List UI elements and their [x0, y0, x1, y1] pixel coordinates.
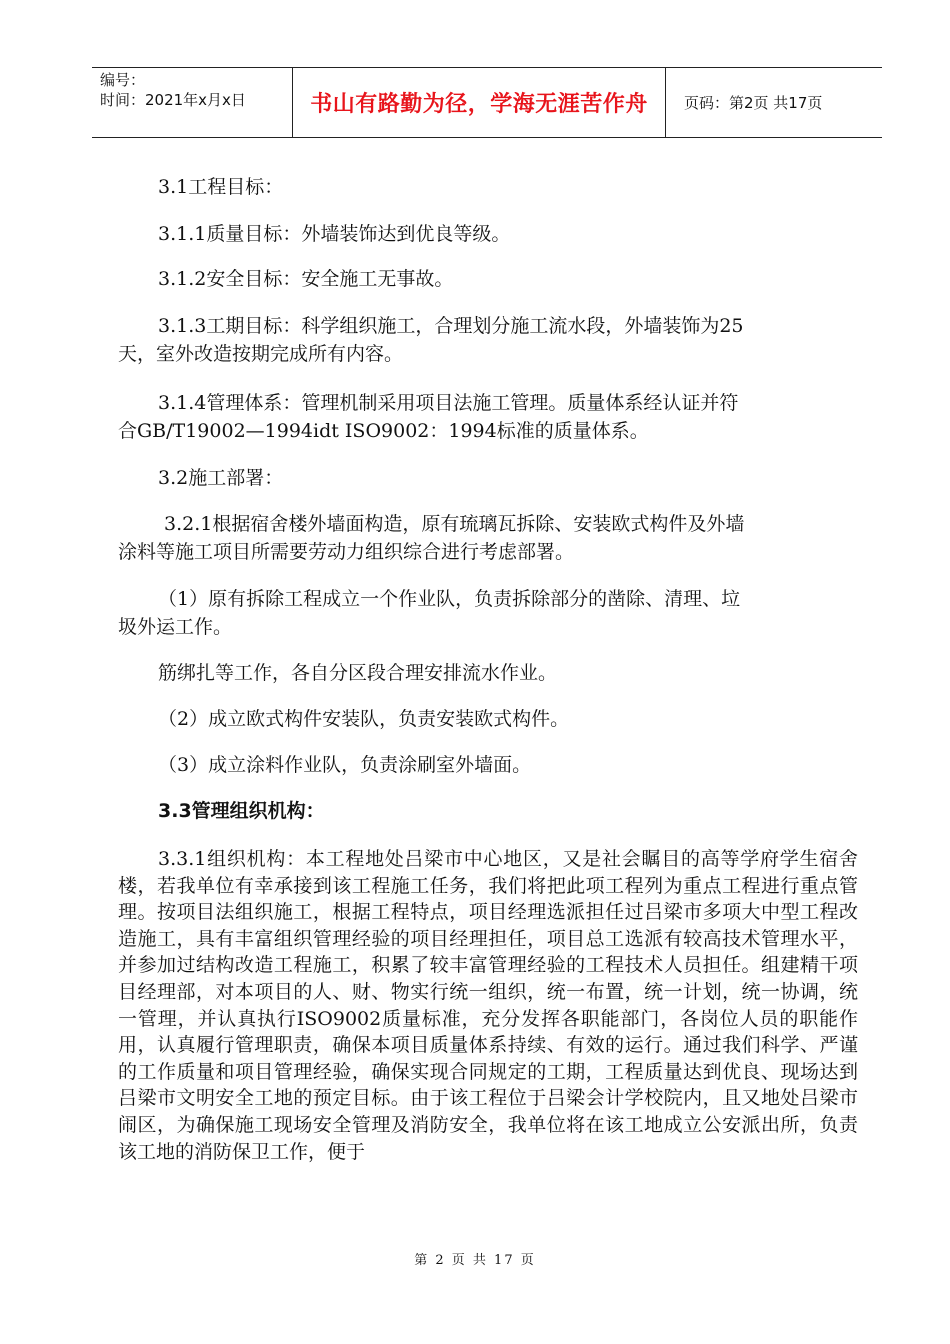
header-page-info	[674, 68, 874, 137]
header-left-cell	[92, 68, 293, 137]
page-info-text: 页码：第2页 共17页	[684, 94, 823, 112]
paragraph-3-3-1: 3.3.1组织机构：本工程地处吕梁市中心地区，又是社会瞩目的高等学府学生宿舍楼，若我单位有幸承接到该工程施工任务，我们将把此项工程列为重点工程进行重点管理。按项目法组织施工，根据工程特点，项目经理选派担任过吕梁市多项大中型工程改造施工，具有丰富组织管理经验的项目经理担任，项目总工选派有较高技术管理水平，并参加过结构改造工程施工，积累了较丰富管理经验的工程技术人员担任。组建精干项目经理部，对本项目的人、财、物实行统一组织，统一布置，统一计划，统一协调，统一管理，并认真执行ISO9002质量标准，充分发挥各职能部门，各岗位人员的职能作用，认真履行管理职责，确保本项目质量体系持续、有效的运行。通过我们科学、严谨的工作质量和项目管理经验，确保实现合同规定的工期，工程质量达到优良、现场达到吕梁市文明安全工地的预定目标。由于该工程位于吕梁会计学校院内，且又地处吕梁市闹区，为确保施工现场安全管理及消防安全，我单位将在该工地成立公安派出所，负责该工地的消防保卫工作，便于	[118, 848, 858, 1163]
paragraph-3-1: 3.1工程目标：	[158, 176, 284, 198]
paragraph-3-1-1: 3.1.1质量目标：外墙装饰达到优良等级。	[158, 223, 511, 245]
header-motto: 书山有路勤为径，学海无涯苦作舟	[293, 68, 666, 137]
paragraph-3-1-4-line2: 合GB/T19002—1994idt ISO9002：1994标准的质量体系。	[118, 420, 649, 442]
paragraph-3-2-1-line2: 涂料等施工项目所需要劳动力组织综合进行考虑部署。	[118, 541, 575, 563]
header-table	[92, 67, 882, 138]
paragraph-item-2: （2）成立欧式构件安装队，负责安装欧式构件。	[158, 708, 570, 730]
section-heading-3-3: 3.3管理组织机构：	[158, 800, 325, 822]
paragraph-3-1-3-line1: 3.1.3工期目标：科学组织施工，合理划分施工流水段，外墙装饰为25	[158, 315, 744, 337]
paragraph-3-2: 3.2施工部署：	[158, 467, 284, 489]
paragraph-item-1-line2: 圾外运工作。	[118, 616, 233, 638]
page-footer: 第 2 页 共 17 页	[414, 1253, 536, 1268]
paragraph-3-1-4-line1: 3.1.4管理体系：管理机制采用项目法施工管理。质量体系经认证并符	[158, 392, 739, 414]
time-label: 时间：2021年x月x日	[100, 91, 246, 109]
paragraph-rebar: 筋绑扎等工作，各自分区段合理安排流水作业。	[158, 662, 558, 684]
paragraph-3-1-3-line2: 天，室外改造按期完成所有内容。	[118, 343, 404, 365]
paragraph-item-1-line1: （1）原有拆除工程成立一个作业队，负责拆除部分的凿除、清理、垃	[158, 588, 741, 610]
paragraph-3-2-1-line1: 3.2.1根据宿舍楼外墙面构造，原有琉璃瓦拆除、安装欧式构件及外墙	[164, 513, 745, 535]
paragraph-item-3: （3）成立涂料作业队，负责涂刷室外墙面。	[158, 754, 532, 776]
paragraph-3-1-2: 3.1.2安全目标：安全施工无事故。	[158, 268, 454, 290]
number-label: 编号：	[100, 71, 146, 89]
